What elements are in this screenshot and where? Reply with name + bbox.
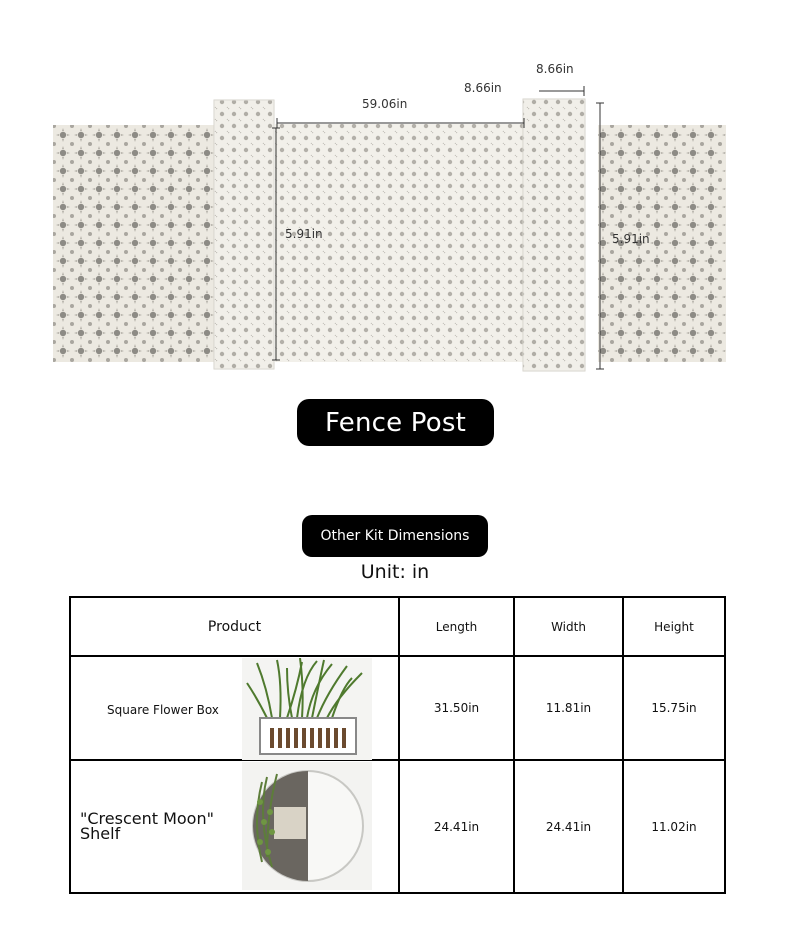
crescent-moon-shelf-image <box>242 762 372 890</box>
unit-label: Unit: in <box>360 561 430 583</box>
column-header-height: Height <box>623 597 725 656</box>
flower-box-image <box>242 658 372 760</box>
product-name: "Crescent Moon" Shelf <box>80 809 214 843</box>
table-row <box>70 656 725 760</box>
product-cell <box>70 656 399 760</box>
column-header-product: Product <box>70 597 399 656</box>
table-row <box>70 760 725 893</box>
product-name: Square Flower Box <box>107 703 219 717</box>
column-header-length: Length <box>399 597 514 656</box>
column-header-width: Width <box>514 597 623 656</box>
length-value: 24.41in <box>399 760 514 893</box>
height-value: 11.02in <box>623 760 725 893</box>
width-value: 11.81in <box>514 656 623 760</box>
kit-heading: Other Kit Dimensions <box>320 528 470 544</box>
kit-heading-badge <box>302 515 488 557</box>
height-value: 15.75in <box>623 656 725 760</box>
dimensions-table <box>69 596 726 894</box>
length-value: 31.50in <box>399 656 514 760</box>
dimension-post-width-left: 8.66in <box>464 81 502 95</box>
dimension-height-left: 5.91in <box>285 227 323 241</box>
fence-product-image <box>0 0 790 395</box>
product-title-badge <box>297 399 494 446</box>
dimension-top-width: 59.06in <box>362 97 408 111</box>
product-cell <box>70 760 399 893</box>
dimension-post-width-right: 8.66in <box>536 62 574 76</box>
dimension-height-right: 5.91in <box>612 232 650 246</box>
product-title: Fence Post <box>325 407 466 438</box>
width-value: 24.41in <box>514 760 623 893</box>
table-header-row <box>70 597 725 656</box>
